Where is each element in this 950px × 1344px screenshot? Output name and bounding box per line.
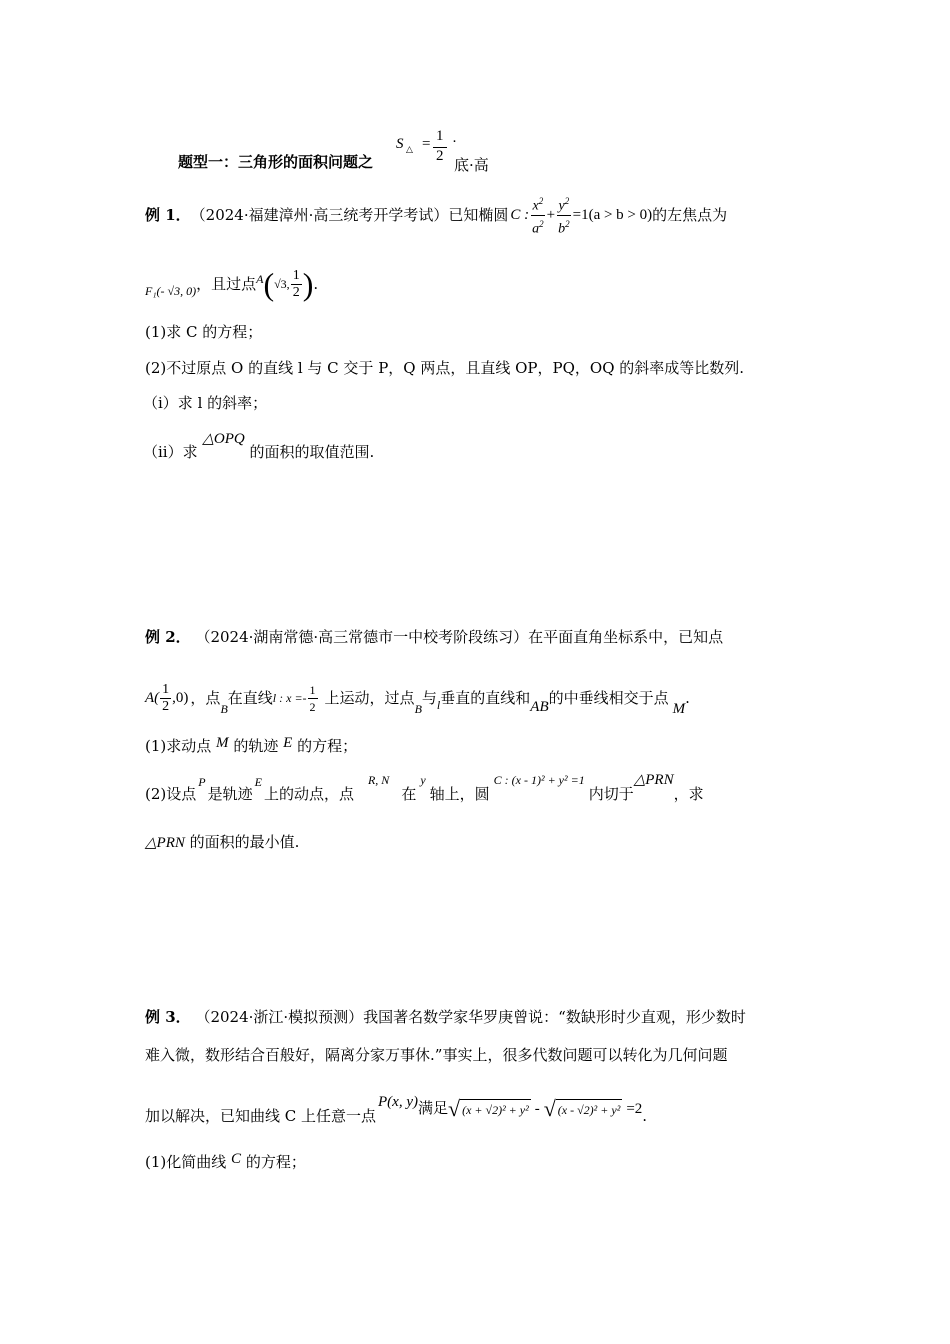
ex3-line2: 难入微，数形结合百般好，隔离分家万事休.”事实上，很多代数问题可以转化为几何问题 — [145, 1046, 728, 1064]
ex2-pa-frac: $\frac{1}{2}$ — [162, 681, 170, 714]
ex3-p: P(x, y) — [378, 1094, 418, 1110]
ex3-q1-pre: (1)化简曲线 — [145, 1153, 227, 1171]
ex2-q2-e2: 内切于 — [588, 785, 634, 803]
ex2-q2-cont — [145, 832, 299, 853]
ex1-q1: (1)求 C 的方程； — [145, 323, 263, 341]
ex1-line2: F₁(- √3, 0) ，且过点 A ( √3, $\frac{1}{2}$ ) . — [145, 266, 319, 302]
ex3-line3-pre: 加以解决，已知曲线 C 上任意一点 — [145, 1107, 377, 1125]
ex3-q1 — [145, 1152, 306, 1173]
ex2-q2-d: 轴上，圆 — [429, 785, 490, 803]
ex1-label: 例 1． — [145, 206, 191, 224]
ex1-q2i: （i）求 l 的斜率； — [143, 394, 268, 412]
ex2-t1: ，点 — [190, 689, 221, 707]
section-title — [178, 152, 373, 172]
ex2-source: （2024·湖南常德·高三常德市一中校考阶段练习）在平面直角坐标系中，已知点 — [195, 628, 724, 646]
ex2-q1-post: 的方程； — [297, 737, 358, 755]
ex2-q2-rn: R, N — [367, 773, 390, 787]
ex1-point-a-x: √3, — [274, 277, 290, 291]
ex2-t2: 在直线 — [227, 689, 273, 707]
ex2-q2-a: 是轨迹 — [207, 785, 253, 803]
ex3-q1-post: 的方程； — [245, 1153, 306, 1171]
ex1-q2: (2)不过原点 O 的直线 l 与 C 交于 P，Q 两点，且直线 OP，PQ，OQ 的斜率成等比数列. — [145, 359, 745, 377]
ex2-q2-tri: △PRN — [633, 772, 674, 788]
ex2-b: B — [220, 702, 228, 716]
ex1-focus: F₁(- √3, 0) — [145, 284, 197, 298]
ex2-t4: 与 — [421, 689, 437, 707]
ex2-q1-pre: (1)求动点 — [145, 737, 212, 755]
ex2-l-frac: $\frac{1}{2}$ — [309, 682, 316, 714]
ex2-q2-tri2: △PRN — [145, 835, 185, 851]
ex3-line1-text: （2024·浙江·模拟预测）我国著名数学家华罗庚曾说：“数缺形时少直观，形少数时 — [195, 1008, 746, 1026]
ex2-q1-e: E — [283, 735, 293, 751]
ex2-b2: B — [414, 702, 422, 716]
ex1-q2ii-pre: （ii）求 — [143, 443, 198, 461]
ex2-q2-pre: (2)设点 — [145, 785, 197, 803]
ex1-end-dot: . — [313, 275, 319, 293]
ex1-ellipse-tail: =1(a > b > 0) — [572, 207, 653, 223]
ex3-rad2: (x - √2)² + y² — [556, 1099, 623, 1120]
ex1-point-a-frac: $\frac{1}{2}$ — [292, 267, 300, 300]
ex2-q2-y: y — [420, 773, 426, 787]
ex2-q1-mid: 的轨迹 — [233, 737, 279, 755]
ex2-q2-b: 上的动点，点 — [263, 785, 354, 803]
formula-num: 1 — [436, 128, 444, 144]
ex2-label: 例 2． — [145, 628, 191, 646]
ex1-q2ii — [143, 428, 375, 461]
ex2-l: l — [436, 698, 441, 712]
ex3-minus: - — [534, 1101, 540, 1117]
ex2-q2-g: 的面积的最小值. — [189, 833, 300, 851]
ex2-q2-e: E — [254, 775, 262, 789]
ex2-line2 — [145, 676, 690, 720]
ex3-label: 例 3． — [145, 1008, 191, 1026]
section-title-text: 题型一：三角形的面积问题之 — [178, 153, 374, 171]
ex2-t7: . — [685, 689, 690, 707]
ex3-line1 — [145, 1007, 746, 1027]
ex2-q1-m: M — [216, 735, 229, 751]
ex1-frac-y: $\frac{y^2}{b^2}$ — [556, 193, 572, 237]
ex2-q2 — [145, 770, 704, 804]
ex1-pass-point: ，且过点 — [196, 275, 257, 293]
ex1-source: （2024·福建漳州·高三统考开学考试）已知椭圆 — [190, 206, 509, 224]
ex3-eq: =2 — [626, 1101, 643, 1117]
ex3-q1-c: C — [231, 1151, 242, 1167]
formula-eq: = — [422, 136, 431, 152]
ex2-t5: 垂直的直线和 — [440, 689, 531, 707]
formula-den: 2 — [436, 148, 444, 164]
ex2-m: M — [672, 701, 686, 717]
ex1-after-ellipse: 的左焦点为 — [652, 206, 728, 224]
ex2-t3: 上运动，过点 — [324, 689, 415, 707]
ex3-line3: 加以解决，已知曲线 C 上任意一点 P(x, y) 满足 √ (x + √2)² + y² - √ (x - √2)² + y² =2 . — [145, 1094, 648, 1125]
ex2-line1 — [145, 627, 723, 647]
ex1-frac-x: $\frac{x^2}{a^2}$ — [530, 193, 546, 237]
ex1-q2ii-post: 的面积的取值范围. — [249, 443, 375, 461]
ex2-q2-circle: C : (x - 1)² + y² =1 — [493, 773, 585, 787]
ex2-q2-p: P — [198, 775, 206, 789]
ex3-end: . — [642, 1107, 648, 1125]
ex3-line3-mid: 满足 — [417, 1099, 448, 1117]
ex1-ellipse-c: C : — [510, 207, 530, 223]
ex2-pa-post: ,0) — [172, 690, 189, 706]
formula-tail: 底·高 — [454, 156, 489, 174]
ex1-q2ii-tri: △OPQ — [202, 431, 245, 447]
formula-s: S — [396, 136, 404, 152]
ex2-q1 — [145, 736, 357, 757]
ex2-q2-f: ，求 — [673, 785, 704, 803]
formula-dot: · — [452, 134, 457, 150]
ex1-line1: 例 1． （2024·福建漳州·高三统考开学考试）已知椭圆 C : $\frac{x^2}{a^2}$ + $\frac{y^2}{b^2}$ =1(a > b > 0) 的左焦点为 — [145, 200, 727, 230]
ex2-line-l: l : x =- — [272, 691, 307, 705]
ex2-ab: AB — [530, 699, 549, 715]
ex2-q2-c: 在 — [401, 785, 417, 803]
ex2-t6: 的中垂线相交于点 — [548, 689, 669, 707]
formula-triangle: △ — [406, 145, 413, 155]
ex3-rad1: (x + √2)² + y² — [460, 1099, 531, 1120]
ex2-pa-pre: A( — [145, 690, 160, 706]
ex1-point-a: A — [256, 272, 264, 286]
